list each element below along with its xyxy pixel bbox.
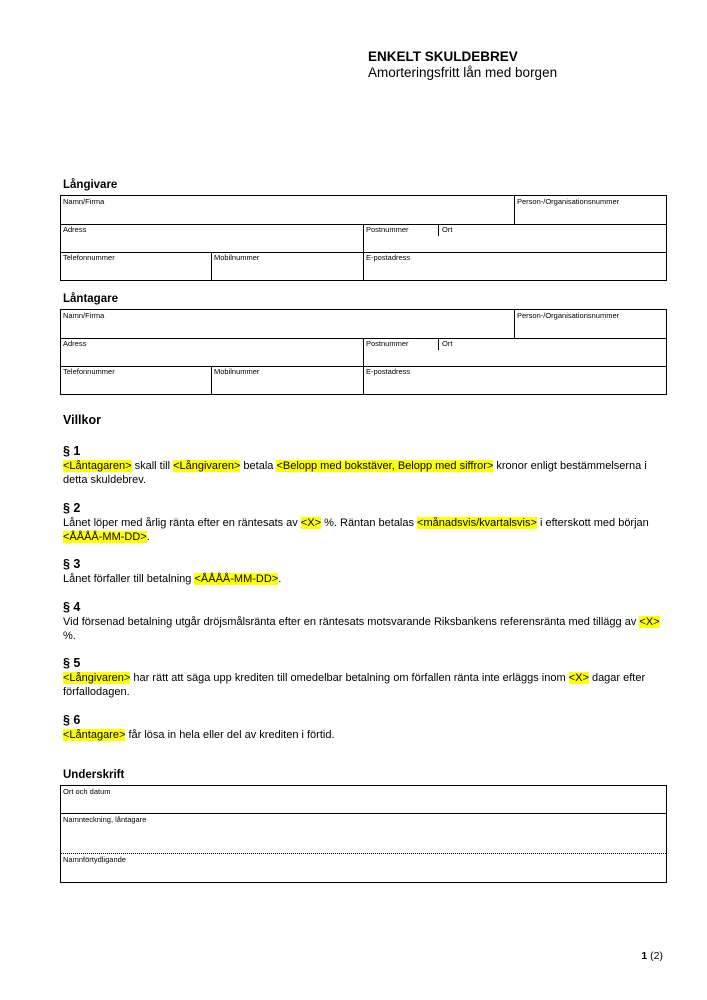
section-1-text: <Låntagaren> skall till <Långivaren> betala <Belopp med bokstäver, Belopp med siffror> kronor enligt bestämmelserna i detta skuldebrev. — [63, 460, 647, 487]
borrower-postal-code-field[interactable]: Postnummer — [366, 339, 409, 348]
section-2-number: § 2 — [63, 501, 81, 515]
place-date-field[interactable]: Ort och datum — [63, 787, 111, 796]
divider — [438, 224, 439, 236]
lender-address-field[interactable]: Adress — [63, 225, 87, 234]
borrower-id-number-field[interactable]: Person-/Organisationsnummer — [517, 311, 620, 320]
divider — [211, 366, 212, 394]
borrower-name-field[interactable]: Namn/Firma — [63, 311, 105, 320]
lender-phone-field[interactable]: Telefonnummer — [63, 253, 115, 262]
section-5-text: <Långivaren> har rätt att säga upp krediten till omedelbar betalning om förfallen ränta inte erläggs inom <X> dagar efter förfallodagen. — [63, 672, 646, 699]
borrower-mobile-field[interactable]: Mobilnummer — [214, 367, 260, 376]
section-6-text: <Låntagare> får lösa in hela eller del av krediten i förtid. — [63, 729, 335, 741]
divider — [61, 813, 666, 814]
section-5-number: § 5 — [63, 656, 81, 670]
borrower-city-field[interactable]: Ort — [442, 339, 453, 348]
placeholder-due-date[interactable]: <ÅÅÅÅ-MM-DD> — [194, 573, 279, 585]
divider — [514, 196, 515, 224]
placeholder-days[interactable]: <X> — [568, 672, 589, 684]
placeholder-amount[interactable]: <Belopp med bokstäver, Belopp med siffror> — [276, 460, 494, 472]
divider — [363, 338, 364, 394]
page-current: 1 — [641, 950, 648, 962]
placeholder-lender[interactable]: <Långivaren> — [173, 460, 241, 472]
section-2-text: Lånet löper med årlig ränta efter en räntesats av <X> %. Räntan betalas <månadsvis/kvartalsvis> i efterskott med början <ÅÅÅÅ-MM-DD>. — [63, 517, 649, 544]
lender-id-number-field[interactable]: Person-/Organisationsnummer — [517, 197, 620, 206]
lender-mobile-field[interactable]: Mobilnummer — [214, 253, 260, 262]
borrower-phone-field[interactable]: Telefonnummer — [63, 367, 115, 376]
placeholder-interest-rate[interactable]: <X> — [300, 517, 322, 529]
document-title: ENKELT SKULDEBREV — [368, 49, 518, 64]
lender-email-field[interactable]: E-postadress — [366, 253, 411, 262]
lender-name-field[interactable]: Namn/Firma — [63, 197, 105, 206]
divider — [211, 252, 212, 280]
lender-heading: Långivare — [63, 179, 118, 191]
placeholder-borrower[interactable]: <Låntagaren> — [63, 460, 132, 472]
placeholder-penalty-rate[interactable]: <X> — [639, 616, 660, 628]
section-4-text: Vid försenad betalning utgår dröjsmålsränta efter en räntesats motsvarande Riksbankens referensränta med tillägg av <X> %. — [63, 616, 660, 643]
divider — [363, 224, 364, 280]
document-subtitle: Amorteringsfritt lån med borgen — [368, 65, 558, 80]
borrower-form — [60, 309, 667, 395]
placeholder-lender[interactable]: <Långivaren> — [63, 672, 131, 684]
terms-heading: Villkor — [63, 413, 101, 427]
dotted-divider — [61, 853, 666, 854]
section-3-text: Lånet förfaller till betalning <ÅÅÅÅ-MM-DD>. — [63, 573, 282, 585]
divider — [514, 310, 515, 338]
section-1-number: § 1 — [63, 444, 81, 458]
borrower-address-field[interactable]: Adress — [63, 339, 87, 348]
section-4-number: § 4 — [63, 600, 81, 614]
signature-form — [60, 785, 667, 883]
name-clarification-field[interactable]: Namnförtydligande — [63, 855, 126, 864]
lender-postal-code-field[interactable]: Postnummer — [366, 225, 409, 234]
lender-form — [60, 195, 667, 281]
divider — [438, 338, 439, 350]
placeholder-start-date[interactable]: <ÅÅÅÅ-MM-DD> — [63, 531, 147, 544]
placeholder-payment-frequency[interactable]: <månadsvis/kvartalsvis> — [417, 517, 537, 529]
borrower-signature-field[interactable]: Namnteckning, låntagare — [63, 815, 147, 824]
borrower-heading: Låntagare — [63, 293, 118, 305]
placeholder-borrower[interactable]: <Låntagare> — [63, 729, 126, 741]
section-6-number: § 6 — [63, 713, 81, 727]
section-3-number: § 3 — [63, 557, 81, 571]
signature-heading: Underskrift — [63, 769, 125, 781]
borrower-email-field[interactable]: E-postadress — [366, 367, 411, 376]
page-number — [641, 950, 663, 962]
lender-city-field[interactable]: Ort — [442, 225, 453, 234]
page-total: (2) — [650, 950, 663, 962]
